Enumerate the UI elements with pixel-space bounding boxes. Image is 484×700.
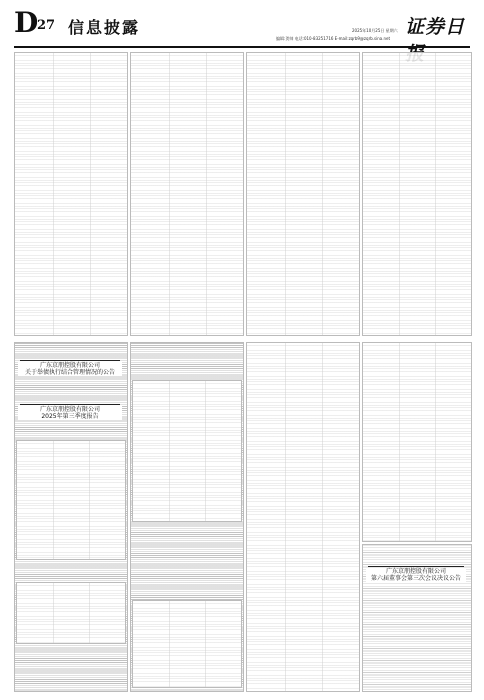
notice-rule bbox=[368, 566, 464, 567]
board-resolution-title: 第六届董事会第三次会议决议公告 bbox=[370, 575, 461, 582]
notice-rule bbox=[20, 360, 120, 361]
quarterly-report-heading bbox=[18, 406, 122, 420]
shareholder-table bbox=[132, 380, 242, 522]
shareholder-table-2 bbox=[132, 600, 242, 688]
page-letter: D bbox=[14, 6, 38, 39]
contact-line: 编辑:贺帅 电话:010-83251716 E-mail:zqrb9@zqrb.sina.net bbox=[276, 36, 391, 41]
table-column-2 bbox=[130, 52, 244, 336]
table-column-3 bbox=[246, 52, 360, 336]
section-title: 信息披露 bbox=[68, 18, 141, 37]
bond-notice-company: 广东京朋控股有限公司 bbox=[39, 362, 100, 369]
bond-notice-title: 关于举债执行结合管理情况的公告 bbox=[24, 369, 115, 376]
quarterly-summary-table bbox=[16, 440, 126, 560]
page-number: 27 bbox=[37, 18, 56, 33]
table-column-5 bbox=[246, 342, 360, 692]
board-resolution-heading bbox=[366, 568, 466, 582]
table-column-4 bbox=[362, 52, 472, 336]
masthead bbox=[14, 6, 470, 46]
quarterly-report-company: 广东京朋控股有限公司 bbox=[39, 406, 100, 413]
table-column-6 bbox=[362, 342, 472, 542]
table-column-1 bbox=[14, 52, 128, 336]
header-rule bbox=[14, 46, 470, 48]
notice-rule bbox=[20, 404, 120, 405]
board-resolution-company: 广东京朋控股有限公司 bbox=[385, 568, 446, 575]
quarterly-report-title: 2025年第三季度报告 bbox=[41, 413, 99, 420]
bond-notice-heading bbox=[18, 362, 122, 376]
newspaper-logo: 证券日 bbox=[405, 16, 466, 38]
date-line: 2025年10月25日 星期六 bbox=[352, 28, 398, 33]
quarterly-detail-table bbox=[16, 582, 126, 644]
